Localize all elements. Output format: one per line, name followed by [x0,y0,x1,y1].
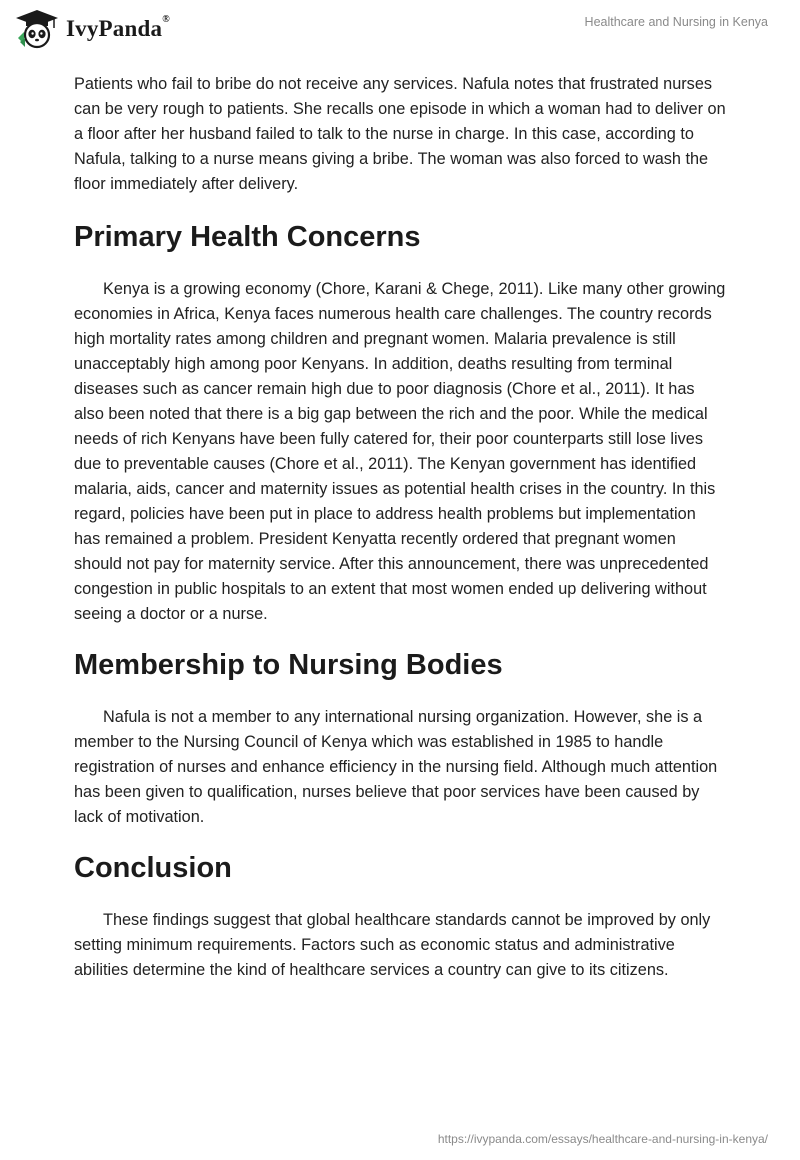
panda-graduation-cap-icon [14,8,60,50]
paragraph-3: Nafula is not a member to any international nursing organization. However, she is a member to the Nursing Council of Kenya which was established in 1985 to handle registration of nurses and enhance efficiency in the nursing field. Although much attention has been given to qualification, nurses believe that poor services have been caused by lack of motivation. [74,708,718,826]
brand-name: IvyPanda® [66,14,170,41]
page-header [0,0,800,60]
heading-primary-health-concerns: Primary Health Concerns [74,221,421,253]
paragraph-4: These findings suggest that global healthcare standards cannot be improved by only setting minimum requirements. Factors such as economic status and administrative abilities determine the kind of healthcare services a country can give to its citizens. [74,911,711,979]
document-title: Healthcare and Nursing in Kenya [584,15,768,29]
heading-membership-nursing-bodies: Membership to Nursing Bodies [74,649,503,681]
paragraph-2: Kenya is a growing economy (Chore, Karani & Chege, 2011). Like many other growing economies in Africa, Kenya faces numerous health care challenges. The country records high mortality rates among children and pregnant women. Malaria prevalence is still unacceptably high among poor Kenyans. In addition, deaths resulting from terminal diseases such as cancer remain high due to poor diagnosis (Chore et al., 2011). It has also been noted that there is a big gap between the rich and the poor. While the medical needs of rich Kenyans have been fully catered for, their poor counterparts still lose lives due to preventable causes (Chore et al., 2011). The Kenyan government has identified malaria, aids, cancer and maternity issues as potential health crises in the country. In this regard, policies have been put in place to address health problems but implementation has remained a problem. President Kenyatta recently ordered that pregnant women should not pay for maternity service. After this announcement, there was unprecedented congestion in public hospitals to an extent that most women ended up delivering without seeing a doctor or a nurse. [74,280,726,623]
heading-conclusion: Conclusion [74,852,232,884]
paragraph-1: Patients who fail to bribe do not receive any services. Nafula notes that frustrated nurses can be very rough to patients. She recalls one episode in which a woman had to deliver on a floor after her husband failed to talk to the nurse in charge. In this case, according to Nafula, talking to a nurse means giving a bribe. The woman was also forced to wash the floor immediately after delivery. [74,75,726,193]
essay-content [74,72,726,983]
brand-logo[interactable] [14,8,170,50]
source-url[interactable]: https://ivypanda.com/essays/healthcare-and-nursing-in-kenya/ [437,1132,768,1146]
